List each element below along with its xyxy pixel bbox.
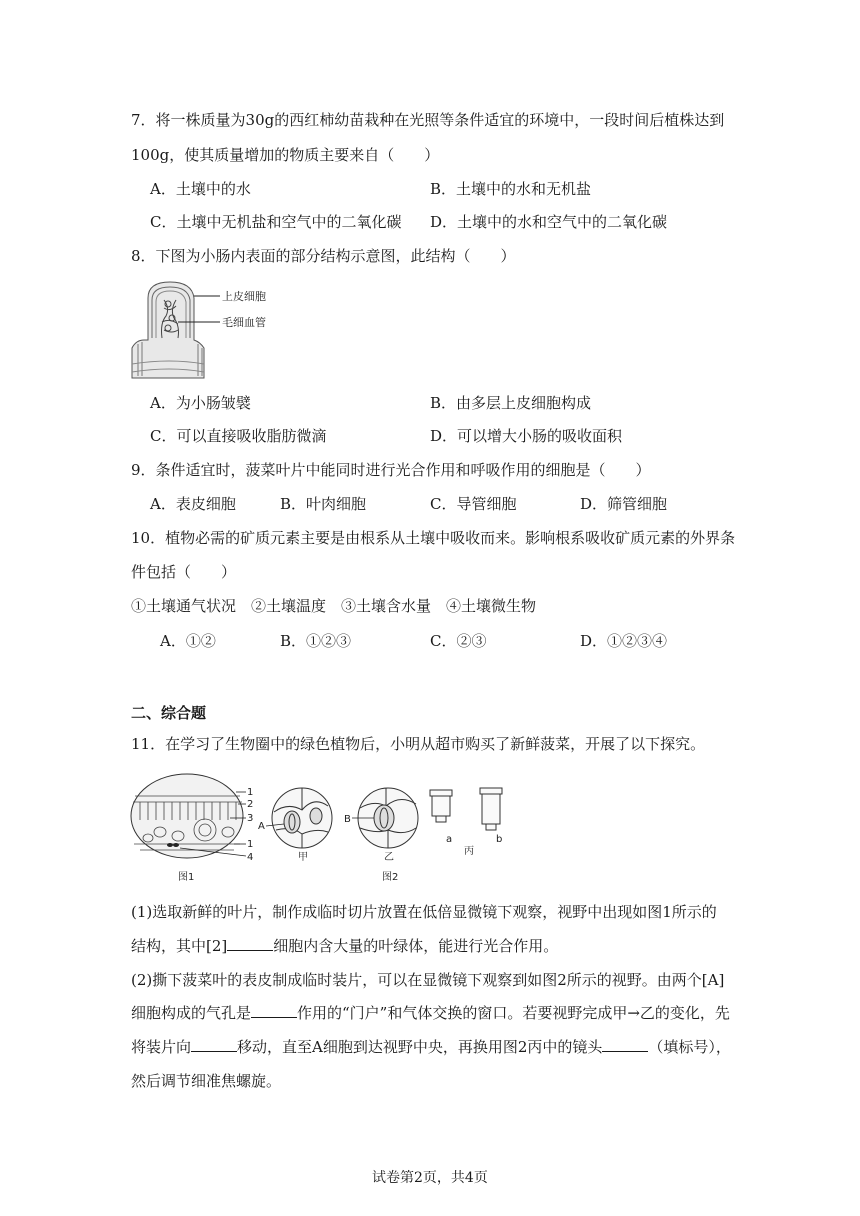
q10-option-c: C．②③: [430, 632, 487, 650]
fig2-label-lens-a: a: [446, 834, 453, 845]
q9-option-c: C．导管细胞: [430, 495, 517, 513]
q7-option-d: D．土壤中的水和空气中的二氧化碳: [430, 213, 668, 231]
q11-part1-line2: [131, 936, 558, 956]
answer-blank-2[interactable]: [251, 1003, 297, 1018]
q7-stem-line2: 100g，使其质量增加的物质主要来自（ ）: [131, 146, 440, 164]
fig2-label-a-cell: A: [258, 821, 265, 832]
fig2-label-jia: 甲: [298, 852, 308, 863]
q8-option-b: B．由多层上皮细胞构成: [430, 394, 592, 412]
q7-option-a: A．土壤中的水: [150, 180, 251, 198]
q9-option-b: B．叶肉细胞: [280, 495, 367, 513]
answer-blank-3[interactable]: [191, 1037, 237, 1052]
q11-part2-text-d: 移动，直至A细胞到达视野中央，再换用图2丙中的镜头: [237, 1038, 603, 1056]
fig2-caption: 图2: [382, 872, 399, 883]
view-jia: [272, 788, 332, 848]
fig1-label-3: 3: [247, 813, 254, 824]
q7-option-b: B．土壤中的水和无机盐: [430, 180, 592, 198]
q11-part1-text-b: 细胞内含大量的叶绿体，能进行光合作用。: [273, 937, 559, 955]
q9-stem: 9．条件适宜时，菠菜叶片中能同时进行光合作用和呼吸作用的细胞是（ ）: [131, 461, 651, 479]
fig1-label-1: 1: [247, 787, 254, 798]
q11-part2-line3: [131, 1037, 731, 1057]
q7-option-c: C．土壤中无机盐和空气中的二氧化碳: [150, 213, 402, 231]
label-capillary: 毛细血管: [222, 316, 266, 329]
q8-option-d: D．可以增大小肠的吸收面积: [430, 427, 623, 445]
q11-part2-text-c: 将装片向: [131, 1038, 192, 1056]
objective-lens-b: [480, 788, 502, 830]
page-footer: 试卷第2页，共4页: [372, 1170, 488, 1186]
fig1-label-2: 2: [247, 799, 254, 810]
q11-part1-text-a: 结构，其中[2]: [131, 937, 228, 955]
q7-stem-line1: 7．将一株质量为30g的西红柿幼苗栽种在光照等条件适宜的环境中，一段时间后植株达到: [131, 111, 725, 129]
q10-option-a: A．①②: [160, 632, 216, 650]
answer-blank-1[interactable]: [227, 936, 273, 951]
q11-part2-line2: [131, 1003, 730, 1023]
q10-stem-line1: 10．植物必需的矿质元素主要是由根系从土壤中吸收而来。影响根系吸收矿质元素的外界条: [131, 529, 736, 547]
fig1-label-1b: 1: [247, 839, 254, 850]
q11-part2-text-b: 作用的“门户”和气体交换的窗口。若要视野完成甲→乙的变化，先: [297, 1004, 730, 1022]
intestinal-villus-figure: [130, 278, 290, 380]
q11-part2-text-e: （填标号），: [648, 1038, 731, 1056]
epidermis-microscope-figure: [258, 782, 530, 884]
label-epithelial-cell: 上皮细胞: [222, 290, 266, 303]
q8-stem: 8．下图为小肠内表面的部分结构示意图，此结构（ ）: [131, 247, 516, 265]
fig2-label-bing: 丙: [464, 846, 474, 857]
q11-part2-line4: 然后调节细准焦螺旋。: [131, 1072, 282, 1090]
q11-part2-line1: (2)撕下菠菜叶的表皮制成临时装片，可以在显微镜下观察到如图2所示的视野。由两个[A]: [131, 971, 725, 989]
fig2-label-lens-b: b: [496, 834, 503, 845]
fig2-label-b-cell: B: [344, 814, 351, 825]
q11-part2-text-a: 细胞构成的气孔是: [131, 1004, 252, 1022]
section-title: 二、综合题: [131, 704, 207, 722]
fig1-label-4: 4: [247, 852, 254, 863]
q10-option-b: B．①②③: [280, 632, 352, 650]
fig2-label-yi: 乙: [384, 852, 394, 863]
leaf-cross-section-figure: [130, 772, 260, 884]
q8-option-a: A．为小肠皱襞: [150, 394, 251, 412]
q8-option-c: C．可以直接吸收脂肪微滴: [150, 427, 327, 445]
q10-option-d: D．①②③④: [580, 632, 668, 650]
fig1-caption: 图1: [178, 872, 195, 883]
q11-stem: 11．在学习了生物圈中的绿色植物后，小明从超市购买了新鲜菠菜，开展了以下探究。: [131, 735, 706, 753]
objective-lens-a: [430, 790, 452, 822]
villus-drawing: [132, 282, 204, 378]
answer-blank-4[interactable]: [602, 1037, 648, 1052]
q11-part1-line1: (1)选取新鲜的叶片，制作成临时切片放置在低倍显微镜下观察，视野中出现如图1所示的: [131, 903, 717, 921]
q10-stem-line2: 件包括（ ）: [131, 563, 237, 581]
q9-option-a: A．表皮细胞: [150, 495, 236, 513]
q10-items: ①土壤通气状况 ②土壤温度 ③土壤含水量 ④土壤微生物: [131, 597, 537, 615]
q9-option-d: D．筛管细胞: [580, 495, 668, 513]
